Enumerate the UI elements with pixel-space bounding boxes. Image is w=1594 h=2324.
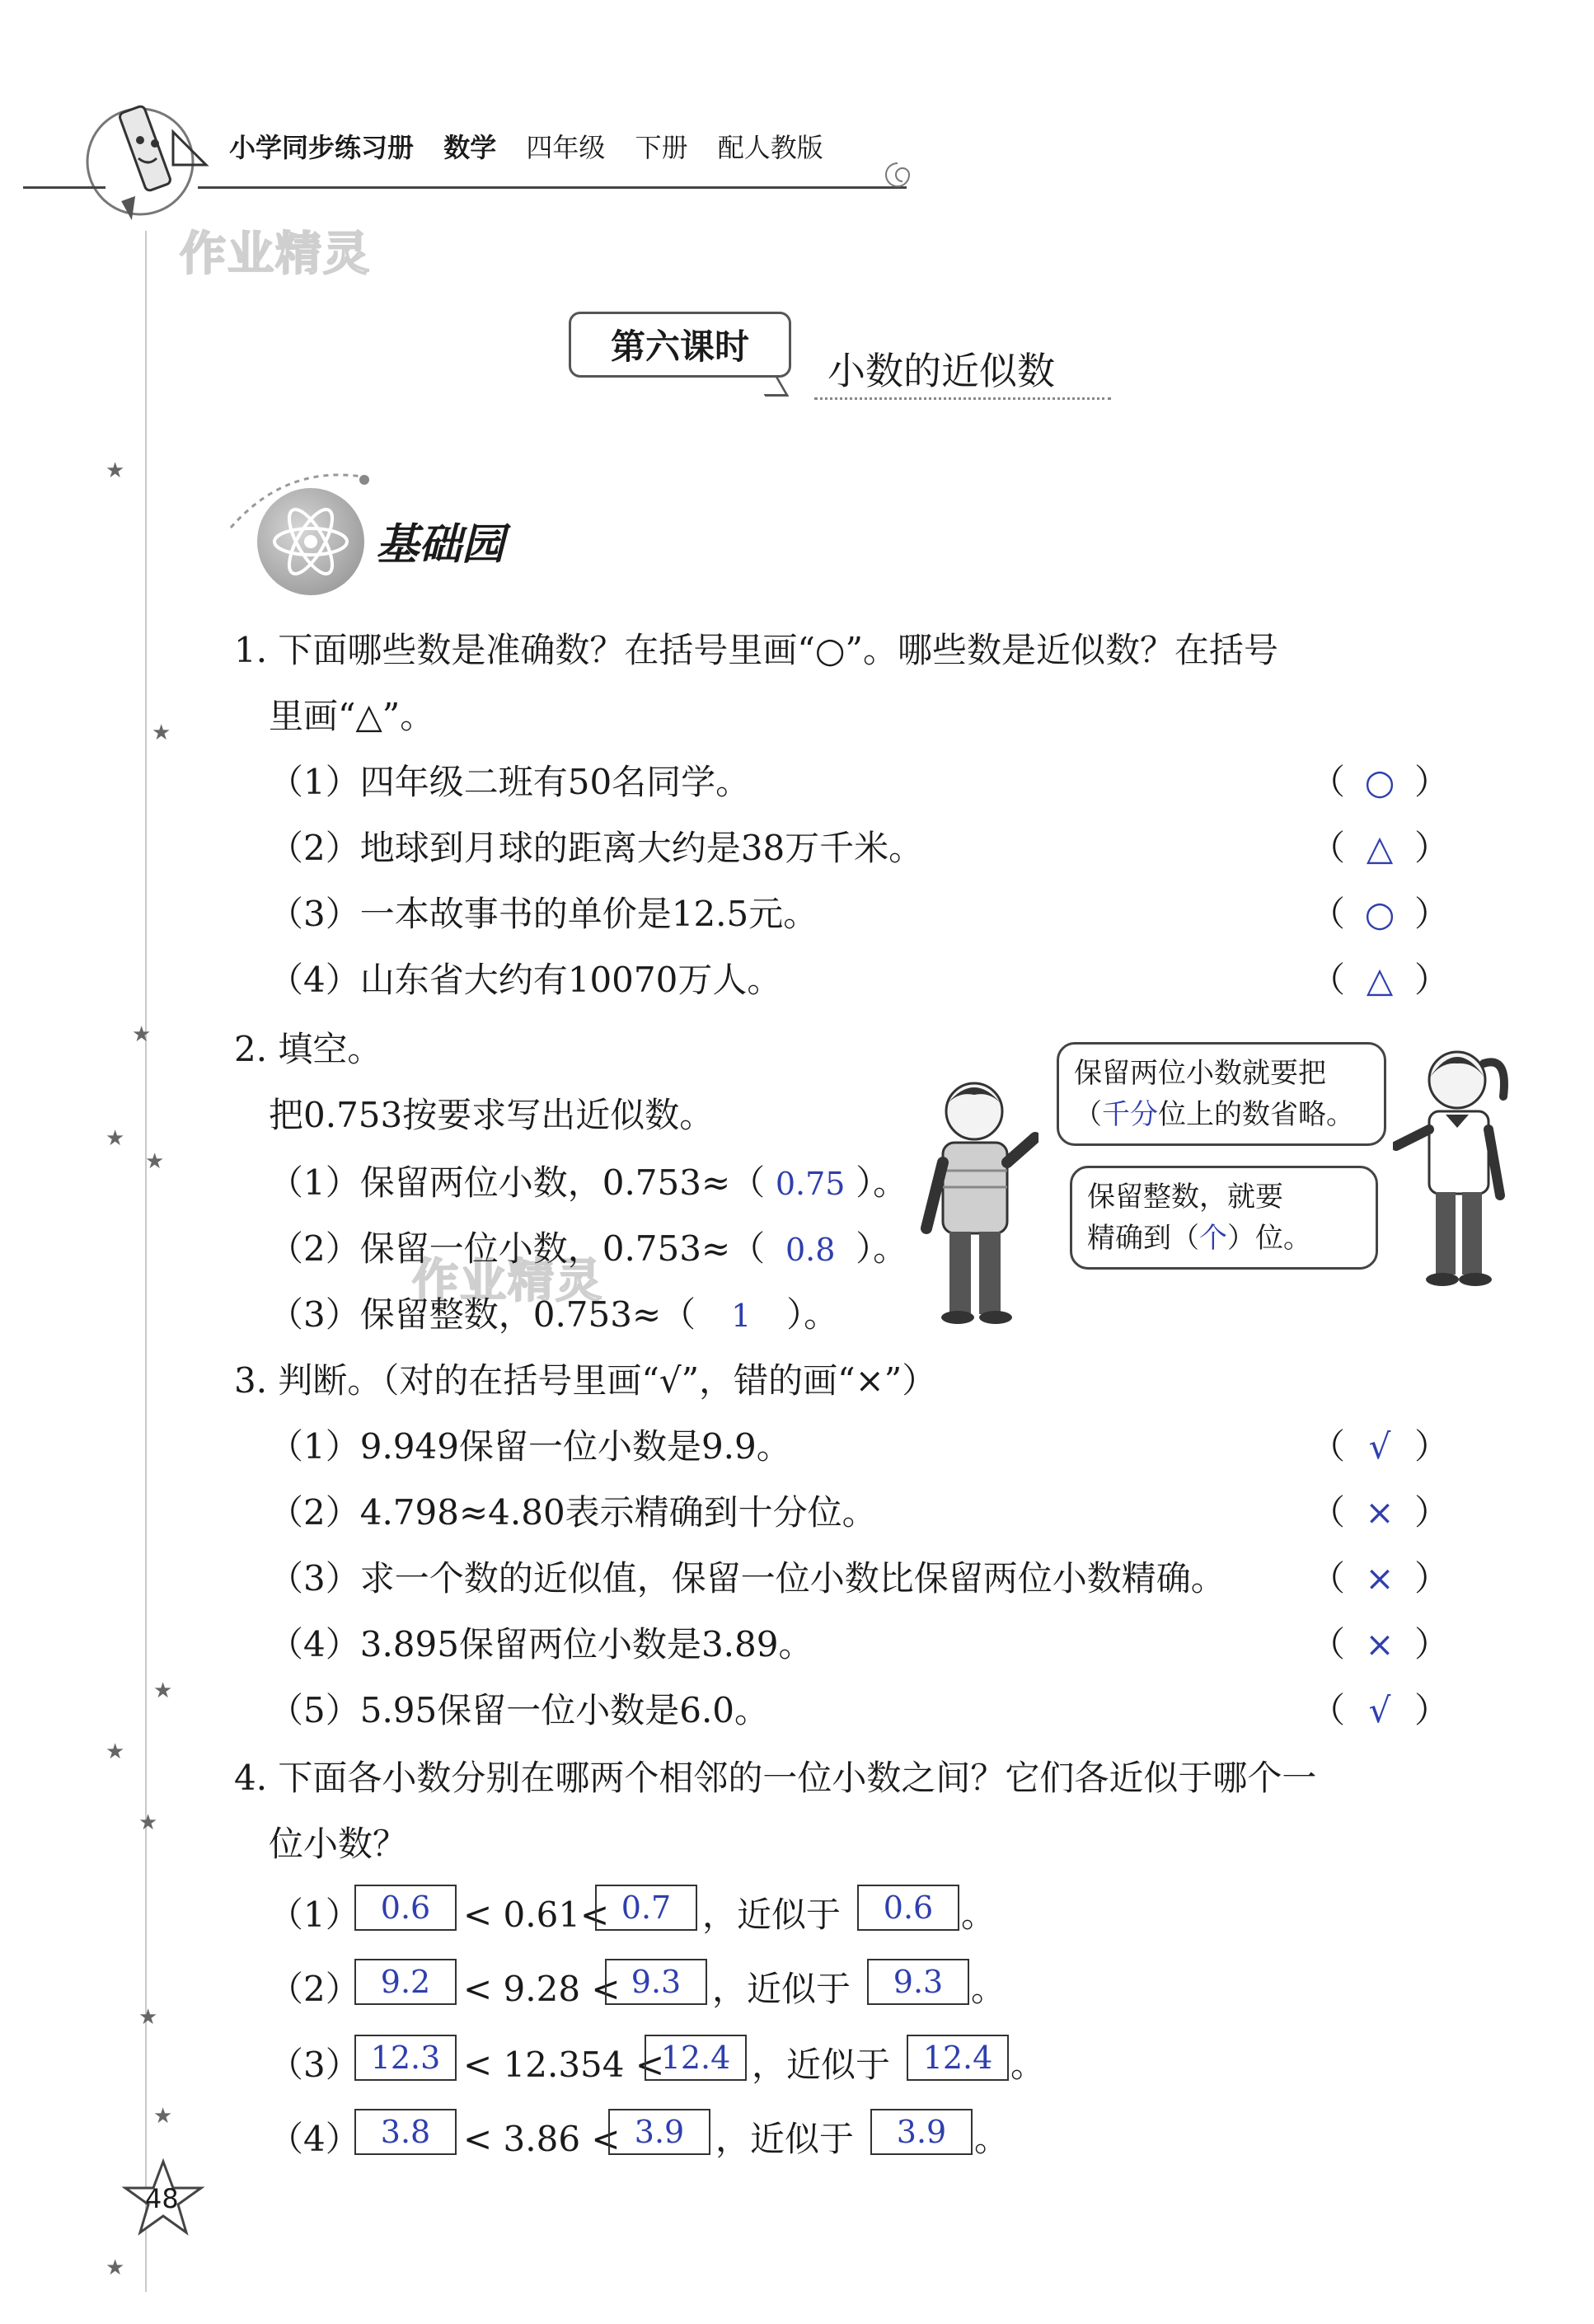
page-number: 48 (145, 2183, 179, 2214)
q4-lower-box: 3.8 (354, 2109, 457, 2155)
bubble-answer: 千分 (1102, 1098, 1158, 1131)
q3-item-label: （4）3.895保留两位小数是3.89。 (269, 1624, 813, 1664)
subject: 数学 (443, 132, 497, 163)
star-icon: ★ (105, 1739, 125, 1764)
q3-answer-paren: （ × ） (1310, 1624, 1450, 1664)
watermark: 作业精灵 (180, 228, 371, 281)
q4-inequality: < 12.354 < (463, 2045, 665, 2085)
boy-speech-bubble (1070, 1166, 1378, 1270)
q4-approx-box: 3.9 (870, 2109, 973, 2155)
q2-intro: 把0.753按要求写出近似数。 (269, 1095, 715, 1135)
q3-answer: √ (1368, 1426, 1391, 1467)
q2-answer: 0.8 (785, 1232, 836, 1268)
star-icon: ★ (105, 1126, 125, 1151)
q3-answer: √ (1368, 1690, 1391, 1730)
q4-approx-box: 0.6 (857, 1885, 959, 1931)
q1-stem: 1. 下面哪些数是准确数？在括号里画“○”。哪些数是近似数？在括号 (234, 630, 1279, 670)
boy-illustration (915, 1072, 1038, 1327)
q1-stem: 里画“△”。 (269, 696, 435, 736)
q3-answer-paren: （ √ ） (1310, 1426, 1450, 1467)
bubble-line (1087, 1218, 1361, 1259)
q2-item (269, 1294, 839, 1335)
q4-lower-box: 12.3 (354, 2035, 457, 2081)
q4-inequality: < 0.61< (463, 1894, 610, 1935)
q2-item-label: （2）保留一位小数，0.753≈（ (269, 1228, 766, 1269)
bubble-line (1074, 1094, 1369, 1135)
q4-item-end: 。 (1010, 2045, 1046, 2085)
margin-rule (145, 231, 147, 2292)
q2-item (269, 1162, 908, 1203)
star-icon: ★ (152, 721, 171, 745)
q4-upper-box: 12.4 (645, 2035, 747, 2081)
q2-item-tail: ）。 (856, 1228, 908, 1269)
q4-upper-box: 0.7 (595, 1885, 697, 1931)
bubble-text: 精确到（ (1087, 1222, 1199, 1255)
header-title (229, 127, 845, 165)
q1-answer: △ (1366, 960, 1394, 1000)
q1-answer-paren: （ △ ） (1310, 960, 1450, 1000)
q2-answer: 0.75 (775, 1166, 846, 1202)
q4-stem: 位小数？ (269, 1824, 408, 1864)
q2-item-label: （1）保留两位小数，0.753≈（ (269, 1162, 766, 1203)
star-icon: ★ (105, 458, 125, 483)
q4-upper-box: 3.9 (608, 2109, 710, 2155)
q4-lower-box: 0.6 (354, 1885, 457, 1931)
q1-item-label: （3）一本故事书的单价是12.5元。 (269, 894, 818, 934)
q3-item-label: （2）4.798≈4.80表示精确到十分位。 (269, 1492, 877, 1533)
q4-approx-box: 9.3 (867, 1959, 969, 2005)
q4-approx-label: ，近似于 (712, 1969, 851, 2009)
atom-icon (265, 496, 356, 587)
q4-approx-box: 12.4 (907, 2035, 1009, 2081)
q3-stem: 3. 判断。（对的在括号里画“√”，错的画“×”） (234, 1360, 937, 1401)
bubble-answer: 个 (1199, 1222, 1227, 1255)
q3-answer-paren: （ √ ） (1310, 1690, 1450, 1730)
q1-item-label: （1）四年级二班有50名同学。 (269, 762, 751, 802)
star-icon: ★ (153, 1678, 173, 1703)
pencil-mascot-icon (74, 82, 214, 223)
bubble-line: 保留整数，就要 (1087, 1181, 1283, 1214)
header-rule-left (23, 186, 105, 189)
bubble-text: ）位。 (1227, 1222, 1311, 1255)
q1-item-label: （2）地球到月球的距离大约是38万千米。 (269, 828, 924, 868)
q1-answer: △ (1366, 828, 1394, 868)
girl-speech-bubble (1057, 1042, 1386, 1146)
bubble-text: 位上的数省略。 (1158, 1098, 1354, 1131)
girl-illustration (1393, 1039, 1517, 1294)
star-icon: ★ (138, 1810, 158, 1835)
star-icon: ★ (153, 2104, 173, 2129)
q4-item-end: 。 (971, 1969, 1006, 2009)
q2-stem: 2. 填空。 (234, 1029, 382, 1069)
q4-item-end: 。 (974, 2119, 1010, 2159)
book-title: 小学同步练习册 (229, 132, 415, 163)
q4-item-number: （4） (269, 2119, 360, 2159)
watermark: 作业精灵 (412, 1255, 603, 1308)
volume: 下册 (635, 132, 688, 163)
header-rule (198, 186, 907, 189)
grade: 四年级 (526, 132, 606, 163)
q3-item-label: （1）9.949保留一位小数是9.9。 (269, 1426, 791, 1467)
edition: 配人教版 (717, 132, 823, 163)
q4-lower-box: 9.2 (354, 1959, 457, 2005)
lesson-title: 小数的近似数 (827, 349, 1055, 393)
q4-approx-label: ，近似于 (752, 2045, 891, 2085)
q2-item-tail: ）。 (856, 1162, 908, 1203)
bubble-text: （ (1074, 1098, 1102, 1131)
q3-answer-paren: （ × ） (1310, 1558, 1450, 1599)
q1-answer-paren: （ ○ ） (1310, 894, 1450, 934)
q4-approx-label: ，近似于 (715, 2119, 855, 2159)
q3-answer-paren: （ × ） (1310, 1492, 1450, 1533)
q2-item (269, 1228, 908, 1269)
swirl-ornament-icon (882, 157, 923, 198)
q4-inequality: < 3.86 < (463, 2119, 621, 2159)
q3-answer: × (1365, 1492, 1395, 1533)
q4-item-end: 。 (961, 1894, 996, 1935)
q4-inequality: < 9.28 < (463, 1969, 621, 2009)
q4-item-number: （3） (269, 2045, 360, 2085)
q4-approx-label: ，近似于 (702, 1894, 842, 1935)
q2-item-tail: ）。 (786, 1294, 839, 1335)
q3-answer: × (1365, 1624, 1395, 1664)
bubble-line: 保留两位小数就要把 (1074, 1057, 1326, 1090)
q1-item-label: （4）山东省大约有10070万人。 (269, 960, 782, 1000)
q3-item-label: （3）求一个数的近似值，保留一位小数比保留两位小数精确。 (269, 1558, 1226, 1599)
q2-answer: 1 (731, 1298, 752, 1334)
star-icon: ★ (132, 1022, 152, 1047)
section-title: 基础园 (376, 519, 505, 570)
q1-answer-paren: （ ○ ） (1310, 762, 1450, 802)
q1-answer: ○ (1364, 762, 1395, 802)
q1-answer: ○ (1364, 894, 1395, 934)
q2-item-label: （3）保留整数，0.753≈（ (269, 1294, 696, 1335)
q4-item-number: （2） (269, 1969, 360, 2009)
lesson-dotted-rule (814, 397, 1111, 400)
q3-item-label: （5）5.95保留一位小数是6.0。 (269, 1690, 770, 1730)
q1-answer-paren: （ △ ） (1310, 828, 1450, 868)
q4-item-number: （1） (269, 1894, 360, 1935)
star-icon: ★ (105, 2256, 125, 2280)
q4-upper-box: 9.3 (605, 1959, 707, 2005)
star-icon: ★ (138, 2005, 158, 2030)
q4-stem: 4. 下面各小数分别在哪两个相邻的一位小数之间？它们各近似于哪个一 (234, 1758, 1317, 1798)
star-icon: ★ (145, 1149, 165, 1174)
lesson-number: 第六课时 (569, 312, 791, 378)
q3-answer: × (1365, 1558, 1395, 1599)
